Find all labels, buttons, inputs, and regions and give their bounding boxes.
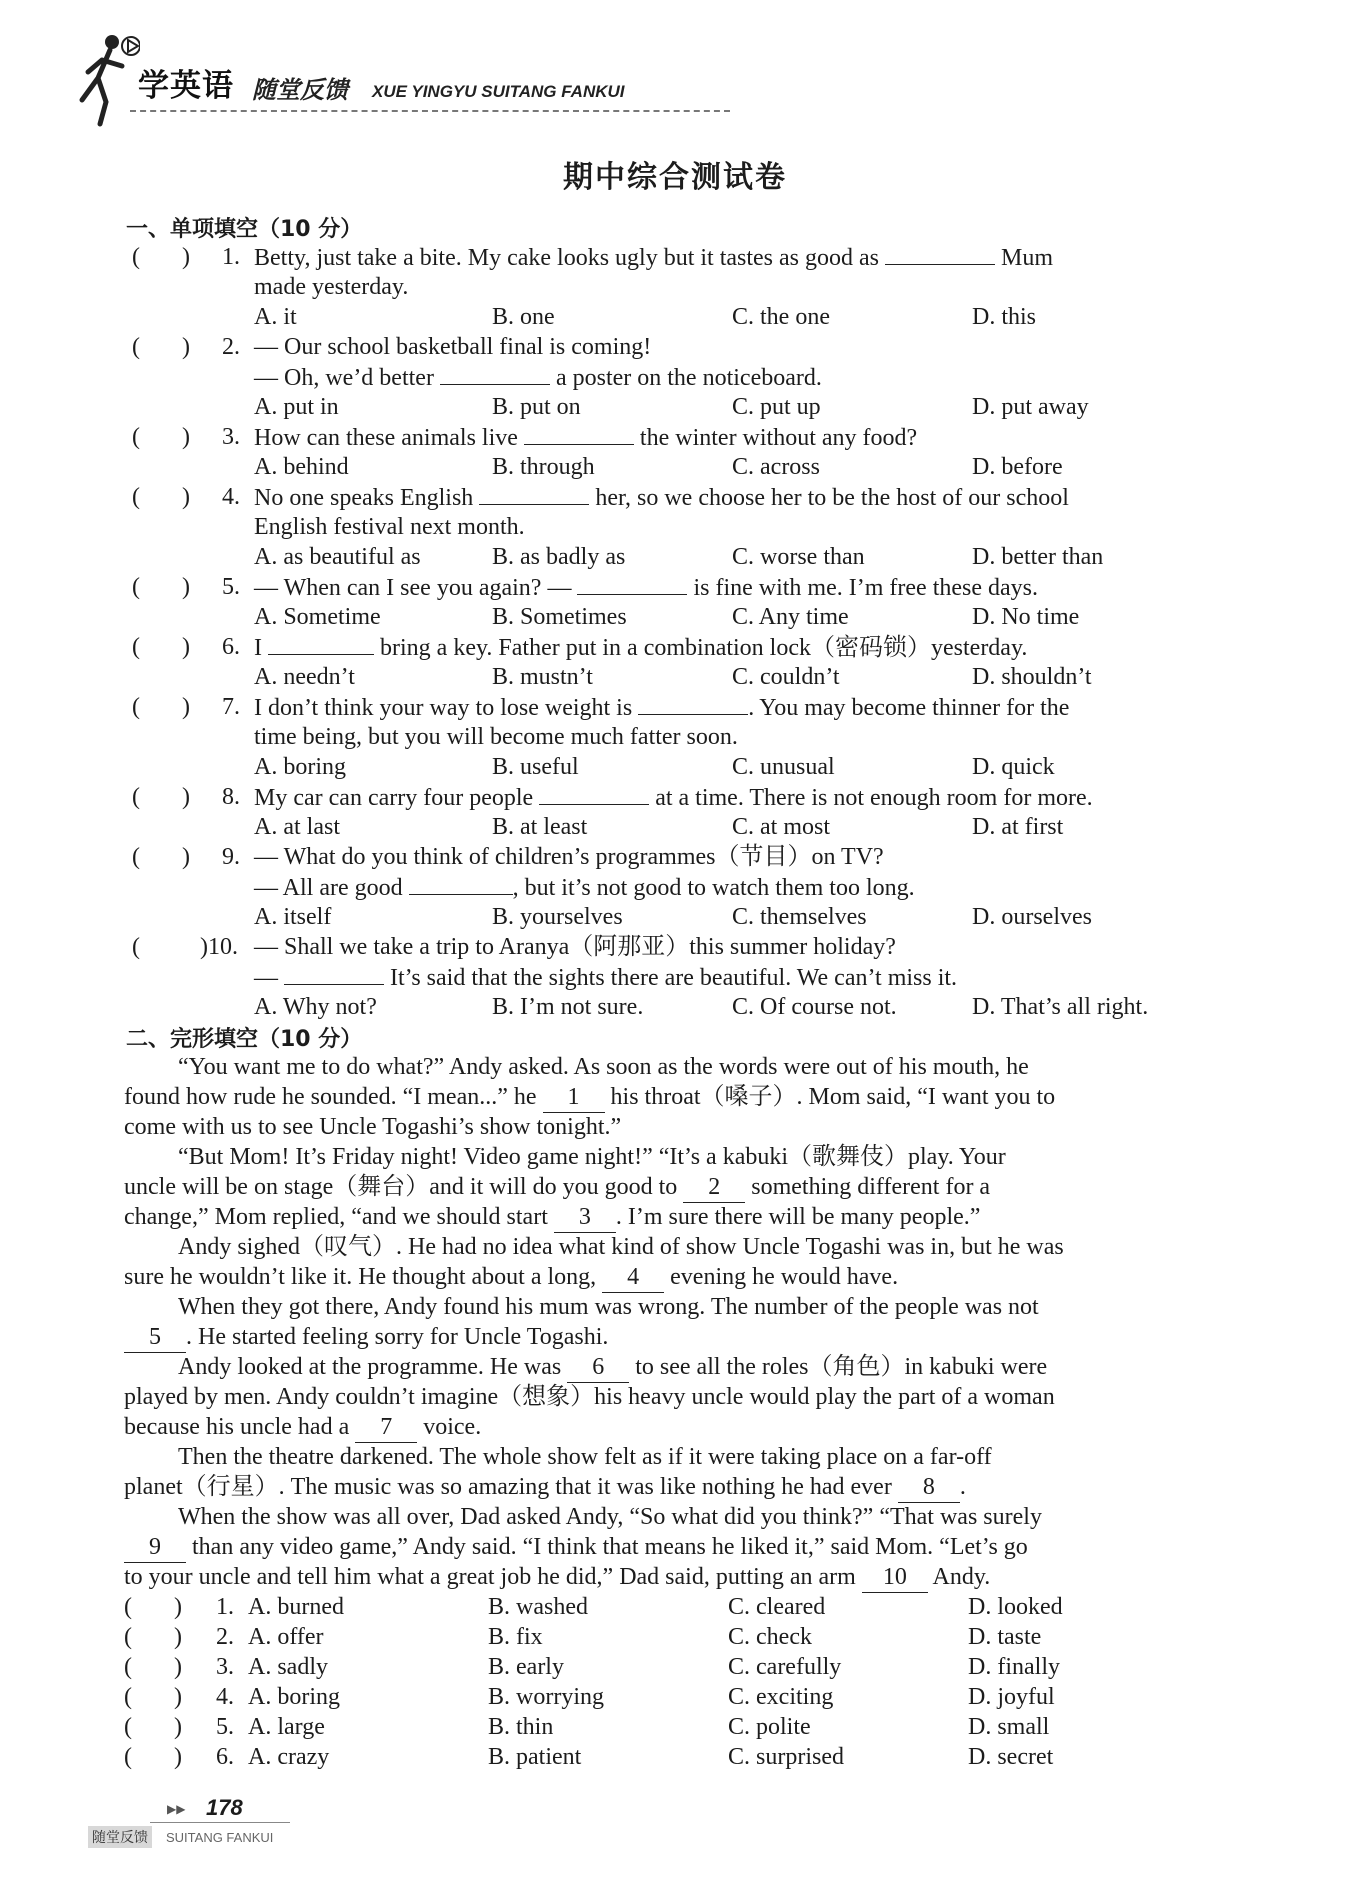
answer-paren[interactable]: (: [132, 934, 182, 960]
question-number: 7.: [222, 694, 240, 720]
option-number: 1.: [216, 1594, 234, 1620]
page-number: 178: [206, 1795, 243, 1820]
option-c[interactable]: C. cleared: [728, 1594, 826, 1620]
answer-paren[interactable]: ( ): [124, 1654, 182, 1680]
option-c[interactable]: C. check: [728, 1624, 812, 1650]
option-c[interactable]: C. exciting: [728, 1684, 834, 1710]
option-b[interactable]: B. fix: [488, 1624, 543, 1650]
option-number: 6.: [216, 1744, 234, 1770]
cloze-blank-4[interactable]: 4: [602, 1262, 664, 1293]
option-b[interactable]: B. through: [492, 454, 595, 480]
question-text: I bring a key. Father put in a combination lock（密码锁）yesterday.: [254, 632, 1027, 663]
option-number: 4.: [216, 1684, 234, 1710]
option-c[interactable]: C. carefully: [728, 1654, 842, 1680]
option-a[interactable]: A. boring: [248, 1684, 340, 1710]
option-a[interactable]: A. needn’t: [254, 664, 355, 690]
option-d[interactable]: D. at first: [972, 814, 1064, 840]
option-d[interactable]: D. quick: [972, 754, 1055, 780]
option-b[interactable]: B. early: [488, 1654, 564, 1680]
question-text: — Shall we take a trip to Aranya（阿那亚）this summer holiday?: [254, 934, 896, 960]
option-d[interactable]: D. taste: [968, 1624, 1042, 1650]
option-a[interactable]: A. behind: [254, 454, 349, 480]
cloze-blank-6[interactable]: 6: [567, 1352, 629, 1383]
answer-paren[interactable]: ( ): [124, 1624, 182, 1650]
question-text: Betty, just take a bite. My cake looks ugly but it tastes as good as Mum: [254, 242, 1053, 273]
question-number: 2.: [222, 334, 240, 360]
option-c[interactable]: C. surprised: [728, 1744, 844, 1770]
option-b[interactable]: B. worrying: [488, 1684, 604, 1710]
logo-subtitle: 随堂反馈: [252, 76, 348, 104]
answer-paren[interactable]: ( ): [132, 694, 190, 720]
option-b[interactable]: B. put on: [492, 394, 581, 420]
option-c[interactable]: C. the one: [732, 304, 830, 330]
answer-paren[interactable]: ( ): [132, 484, 190, 510]
option-a[interactable]: A. offer: [248, 1624, 324, 1650]
footer-label: 随堂反馈: [88, 1826, 152, 1848]
option-d[interactable]: D. That’s all right.: [972, 994, 1149, 1020]
logo-english: XUE YINGYU SUITANG FANKUI: [372, 82, 625, 101]
question-number: 9.: [222, 844, 240, 870]
question-text-cont: — All are good , but it’s not good to watch them too long.: [254, 872, 915, 903]
question-text-cont: made yesterday.: [254, 274, 409, 300]
option-b[interactable]: B. as badly as: [492, 544, 626, 570]
option-d[interactable]: D. ourselves: [972, 904, 1092, 930]
option-d[interactable]: D. secret: [968, 1744, 1054, 1770]
question-text-cont: — Oh, we’d better a poster on the noticeboard.: [254, 362, 822, 393]
passage-line: found how rude he sounded. “I mean...” he 1 his throat（嗓子）. Mom said, “I want you to: [124, 1082, 1055, 1113]
option-d[interactable]: D. small: [968, 1714, 1050, 1740]
option-a[interactable]: A. burned: [248, 1594, 344, 1620]
question-text-cont: English festival next month.: [254, 514, 525, 540]
option-b[interactable]: B. at least: [492, 814, 588, 840]
answer-paren[interactable]: ( ): [132, 424, 190, 450]
option-d[interactable]: D. before: [972, 454, 1063, 480]
option-number: 3.: [216, 1654, 234, 1680]
logo-title: 学英语: [138, 68, 234, 104]
question-number: )10.: [200, 934, 238, 960]
question-text: I don’t think your way to lose weight is . You may become thinner for the: [254, 692, 1069, 723]
header-divider: [130, 110, 730, 112]
option-c[interactable]: C. worse than: [732, 544, 865, 570]
cloze-blank-1[interactable]: 1: [543, 1082, 605, 1113]
footer-label-english: SUITANG FANKUI: [166, 1830, 274, 1845]
option-d[interactable]: D. this: [972, 304, 1037, 330]
passage-line: When they got there, Andy found his mum was wrong. The number of the people was not: [178, 1294, 1039, 1320]
answer-paren[interactable]: ( ): [132, 334, 190, 360]
option-d[interactable]: D. shouldn’t: [972, 664, 1092, 690]
passage-line: change,” Mom replied, “and we should start 3 . I’m sure there will be many people.”: [124, 1202, 980, 1233]
passage-line: When the show was all over, Dad asked Andy, “So what did you think?” “That was surely: [178, 1504, 1042, 1530]
passage-line: sure he wouldn’t like it. He thought about a long, 4 evening he would have.: [124, 1262, 898, 1293]
page-title: 期中综合测试卷: [563, 160, 787, 195]
question-number: 5.: [222, 574, 240, 600]
question-text: My car can carry four people at a time. There is not enough room for more.: [254, 782, 1093, 813]
passage-line: planet（行星）. The music was so amazing that it was like nothing he had ever 8 .: [124, 1472, 966, 1503]
option-d[interactable]: D. looked: [968, 1594, 1063, 1620]
page-header: [70, 18, 670, 130]
cloze-blank-9[interactable]: 9: [124, 1532, 186, 1563]
question-number: 6.: [222, 634, 240, 660]
answer-paren[interactable]: ( ): [132, 244, 190, 270]
option-a[interactable]: A. crazy: [248, 1744, 330, 1770]
option-a[interactable]: A. Sometime: [254, 604, 381, 630]
option-b[interactable]: B. one: [492, 304, 555, 330]
passage-line: Then the theatre darkened. The whole show felt as if it were taking place on a far-off: [178, 1444, 992, 1470]
cloze-blank-5[interactable]: 5: [124, 1322, 186, 1353]
option-number: 2.: [216, 1624, 234, 1650]
option-a[interactable]: A. sadly: [248, 1654, 328, 1680]
option-c[interactable]: C. Any time: [732, 604, 849, 630]
passage-line: played by men. Andy couldn’t imagine（想象）his heavy uncle would play the part of a woman: [124, 1384, 1055, 1410]
answer-paren[interactable]: ( ): [132, 784, 190, 810]
question-text: — What do you think of children’s programmes（节目）on TV?: [254, 844, 884, 870]
option-c[interactable]: C. at most: [732, 814, 831, 840]
cloze-blank-3[interactable]: 3: [554, 1202, 616, 1233]
question-text: — Our school basketball final is coming!: [254, 334, 652, 360]
option-number: 5.: [216, 1714, 234, 1740]
question-number: 4.: [222, 484, 240, 510]
passage-line: 5 . He started feeling sorry for Uncle Togashi.: [124, 1322, 608, 1353]
question-text-cont: time being, but you will become much fatter soon.: [254, 724, 738, 750]
passage-line: “But Mom! It’s Friday night! Video game night!” “It’s a kabuki（歌舞伎）play. Your: [178, 1144, 1006, 1170]
option-c[interactable]: C. across: [732, 454, 820, 480]
option-d[interactable]: D. joyful: [968, 1684, 1055, 1710]
option-b[interactable]: B. washed: [488, 1594, 588, 1620]
option-a[interactable]: A. put in: [254, 394, 339, 420]
option-d[interactable]: D. put away: [972, 394, 1089, 420]
section1-heading: 一、单项填空（10 分）: [126, 217, 363, 242]
arrow-icon: ▶▶: [167, 1802, 186, 1816]
answer-paren[interactable]: ( ): [124, 1714, 182, 1740]
question-text: No one speaks English her, so we choose her to be the host of our school: [254, 482, 1069, 513]
question-text: How can these animals live the winter without any food?: [254, 422, 917, 453]
cloze-blank-2[interactable]: 2: [683, 1172, 745, 1203]
cloze-blank-7[interactable]: 7: [355, 1412, 417, 1443]
option-b[interactable]: B. useful: [492, 754, 579, 780]
option-b[interactable]: B. mustn’t: [492, 664, 593, 690]
passage-line: “You want me to do what?” Andy asked. As soon as the words were out of his mouth, he: [178, 1054, 1029, 1080]
option-a[interactable]: A. itself: [254, 904, 332, 930]
option-d[interactable]: D. No time: [972, 604, 1080, 630]
option-d[interactable]: D. better than: [972, 544, 1104, 570]
passage-line: because his uncle had a 7 voice.: [124, 1412, 481, 1443]
option-c[interactable]: C. couldn’t: [732, 664, 840, 690]
option-c[interactable]: C. unusual: [732, 754, 835, 780]
option-a[interactable]: A. at last: [254, 814, 340, 840]
answer-paren[interactable]: ( ): [132, 574, 190, 600]
answer-paren[interactable]: ( ): [132, 844, 190, 870]
option-a[interactable]: A. as beautiful as: [254, 544, 421, 570]
option-a[interactable]: A. Why not?: [254, 994, 377, 1020]
option-a[interactable]: A. it: [254, 304, 297, 330]
cloze-blank-8[interactable]: 8: [898, 1472, 960, 1503]
option-b[interactable]: B. Sometimes: [492, 604, 627, 630]
answer-paren[interactable]: ( ): [132, 634, 190, 660]
answer-paren[interactable]: ( ): [124, 1684, 182, 1710]
passage-line: 9 than any video game,” Andy said. “I think that means he liked it,” said Mom. “Let’s go: [124, 1532, 1028, 1563]
passage-line: to your uncle and tell him what a great job he did,” Dad said, putting an arm 10 Andy.: [124, 1562, 990, 1593]
option-c[interactable]: C. themselves: [732, 904, 867, 930]
footer-divider: [150, 1822, 290, 1823]
answer-paren[interactable]: ( ): [124, 1594, 182, 1620]
option-a[interactable]: A. large: [248, 1714, 325, 1740]
passage-line: Andy sighed（叹气）. He had no idea what kind of show Uncle Togashi was in, but he was: [178, 1234, 1064, 1260]
answer-paren[interactable]: ( ): [124, 1744, 182, 1770]
option-b[interactable]: B. yourselves: [492, 904, 623, 930]
option-b[interactable]: B. thin: [488, 1714, 554, 1740]
option-a[interactable]: A. boring: [254, 754, 346, 780]
option-b[interactable]: B. patient: [488, 1744, 582, 1770]
passage-line: uncle will be on stage（舞台）and it will do you good to 2 something different for a: [124, 1172, 990, 1203]
runner-logo-icon: [70, 28, 140, 128]
section2-heading: 二、完形填空（10 分）: [126, 1027, 363, 1052]
option-c[interactable]: C. polite: [728, 1714, 811, 1740]
option-b[interactable]: B. I’m not sure.: [492, 994, 644, 1020]
question-number: 8.: [222, 784, 240, 810]
passage-line: come with us to see Uncle Togashi’s show tonight.”: [124, 1114, 622, 1140]
question-number: 1.: [222, 244, 240, 270]
question-text: — When can I see you again? — is fine with me. I’m free these days.: [254, 572, 1038, 603]
option-c[interactable]: C. put up: [732, 394, 821, 420]
question-text-cont: — It’s said that the sights there are beautiful. We can’t miss it.: [254, 962, 957, 993]
option-d[interactable]: D. finally: [968, 1654, 1060, 1680]
passage-line: Andy looked at the programme. He was 6 to see all the roles（角色）in kabuki were: [178, 1352, 1047, 1383]
option-c[interactable]: C. Of course not.: [732, 994, 897, 1020]
cloze-blank-10[interactable]: 10: [862, 1562, 928, 1593]
question-number: 3.: [222, 424, 240, 450]
